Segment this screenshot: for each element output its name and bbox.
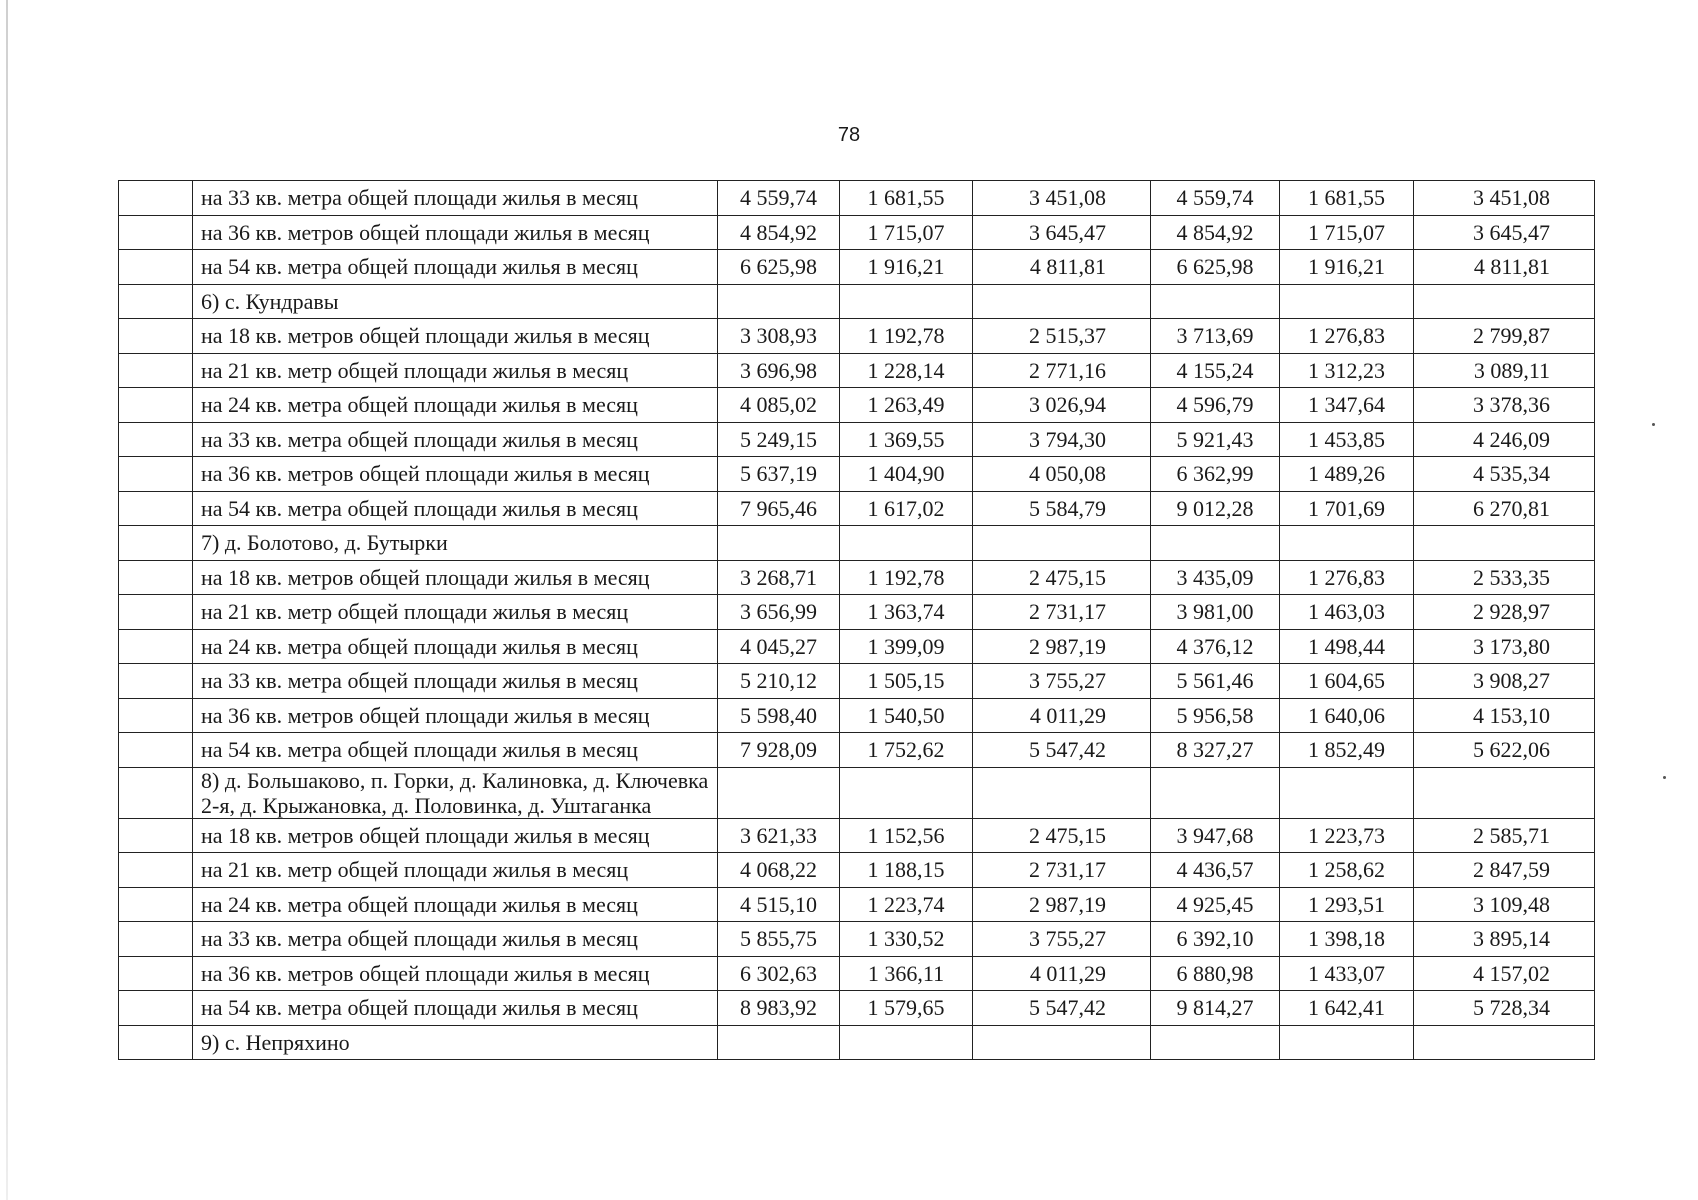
index-cell [119,818,193,853]
value-cell: 3 268,71 [718,560,840,595]
table-row [119,853,1595,888]
value-cell: 1 192,78 [840,560,973,595]
value-cell: 5 956,58 [1151,698,1280,733]
value-cell: 5 249,15 [718,422,840,457]
settlement-label: 6) с. Кундравы [193,284,718,319]
value-cell: 2 475,15 [973,560,1151,595]
value-cell: 1 276,83 [1280,560,1414,595]
value-cell: 4 045,27 [718,629,840,664]
index-cell [119,422,193,457]
value-cell: 4 153,10 [1414,698,1595,733]
value-cell: 5 584,79 [973,491,1151,526]
value-cell: 4 155,24 [1151,353,1280,388]
value-cell: 1 505,15 [840,664,973,699]
area-label: на 33 кв. метра общей площади жилья в месяц [193,422,718,457]
area-label: на 36 кв. метров общей площади жилья в месяц [193,215,718,250]
index-cell [119,698,193,733]
area-label: на 24 кв. метра общей площади жилья в месяц [193,887,718,922]
area-label: на 24 кв. метра общей площади жилья в месяц [193,629,718,664]
value-cell: 2 987,19 [973,629,1151,664]
value-cell: 2 799,87 [1414,319,1595,354]
index-cell [119,388,193,423]
value-cell [1280,1025,1414,1060]
value-cell: 1 540,50 [840,698,973,733]
value-cell: 3 713,69 [1151,319,1280,354]
value-cell [1414,1025,1595,1060]
table-row [119,991,1595,1026]
value-cell: 5 855,75 [718,922,840,957]
value-cell: 1 604,65 [1280,664,1414,699]
value-cell: 4 011,29 [973,956,1151,991]
value-cell: 1 852,49 [1280,733,1414,768]
value-cell: 8 983,92 [718,991,840,1026]
value-cell: 4 085,02 [718,388,840,423]
value-cell: 1 498,44 [1280,629,1414,664]
value-cell: 4 376,12 [1151,629,1280,664]
value-cell: 6 362,99 [1151,457,1280,492]
value-cell: 5 561,46 [1151,664,1280,699]
table-row [119,388,1595,423]
index-cell [119,664,193,699]
value-cell [973,284,1151,319]
value-cell: 1 433,07 [1280,956,1414,991]
value-cell: 4 436,57 [1151,853,1280,888]
value-cell: 4 854,92 [718,215,840,250]
area-label: на 36 кв. метров общей площади жилья в месяц [193,956,718,991]
table-row [119,922,1595,957]
value-cell: 1 701,69 [1280,491,1414,526]
value-cell: 4 559,74 [1151,181,1280,216]
value-cell: 5 547,42 [973,733,1151,768]
value-cell [1414,284,1595,319]
index-cell [119,457,193,492]
value-cell: 1 579,65 [840,991,973,1026]
value-cell: 1 363,74 [840,595,973,630]
area-label: на 33 кв. метра общей площади жилья в месяц [193,181,718,216]
table-row [119,215,1595,250]
value-cell: 2 731,17 [973,853,1151,888]
value-cell: 5 598,40 [718,698,840,733]
value-cell: 6 270,81 [1414,491,1595,526]
value-cell: 4 515,10 [718,887,840,922]
value-cell: 1 681,55 [1280,181,1414,216]
value-cell: 3 378,36 [1414,388,1595,423]
value-cell: 1 681,55 [840,181,973,216]
index-cell [119,956,193,991]
index-cell [119,853,193,888]
value-cell: 3 645,47 [973,215,1151,250]
value-cell: 1 715,07 [840,215,973,250]
settlement-label: 8) д. Большаково, п. Горки, д. Калиновка, д. Ключевка 2-я, д. Крыжановка, д. Половинка, д. Уштаганка [193,767,718,818]
value-cell: 1 228,14 [840,353,973,388]
index-cell [119,215,193,250]
value-cell: 6 625,98 [718,250,840,285]
value-cell [1151,526,1280,561]
value-cell: 4 535,34 [1414,457,1595,492]
value-cell: 3 451,08 [1414,181,1595,216]
value-cell [840,1025,973,1060]
value-cell: 4 011,29 [973,698,1151,733]
value-cell: 1 404,90 [840,457,973,492]
settlement-label: 9) с. Непряхино [193,1025,718,1060]
value-cell [973,767,1151,818]
index-cell [119,319,193,354]
value-cell: 3 755,27 [973,922,1151,957]
value-cell: 3 621,33 [718,818,840,853]
value-cell: 3 656,99 [718,595,840,630]
table-row [119,629,1595,664]
value-cell: 4 854,92 [1151,215,1280,250]
table-row [119,353,1595,388]
value-cell: 2 731,17 [973,595,1151,630]
value-cell: 2 475,15 [973,818,1151,853]
value-cell: 3 895,14 [1414,922,1595,957]
value-cell: 4 559,74 [718,181,840,216]
index-cell [119,284,193,319]
value-cell: 4 157,02 [1414,956,1595,991]
value-cell: 1 293,51 [1280,887,1414,922]
value-cell: 1 312,23 [1280,353,1414,388]
value-cell: 1 398,18 [1280,922,1414,957]
value-cell [1280,526,1414,561]
value-cell: 3 645,47 [1414,215,1595,250]
scan-edge [6,0,8,1200]
value-cell: 2 533,35 [1414,560,1595,595]
value-cell: 2 585,71 [1414,818,1595,853]
value-cell: 6 302,63 [718,956,840,991]
value-cell: 7 965,46 [718,491,840,526]
table-row [119,491,1595,526]
value-cell [973,526,1151,561]
area-label: на 54 кв. метра общей площади жилья в месяц [193,991,718,1026]
index-cell [119,991,193,1026]
index-cell [119,526,193,561]
value-cell: 2 515,37 [973,319,1151,354]
index-cell [119,733,193,768]
value-cell [840,767,973,818]
value-cell: 5 921,43 [1151,422,1280,457]
table-row [119,956,1595,991]
table-row [119,818,1595,853]
value-cell: 5 210,12 [718,664,840,699]
value-cell [718,526,840,561]
group-row [119,1025,1595,1060]
area-label: на 21 кв. метр общей площади жилья в месяц [193,595,718,630]
area-label: на 54 кв. метра общей площади жилья в месяц [193,250,718,285]
value-cell [1280,284,1414,319]
value-cell: 3 981,00 [1151,595,1280,630]
value-cell [840,526,973,561]
index-cell [119,491,193,526]
value-cell: 6 625,98 [1151,250,1280,285]
table-row [119,422,1595,457]
table-body [119,181,1595,1060]
group-row [119,284,1595,319]
index-cell [119,250,193,285]
page-number: 78 [837,124,861,146]
value-cell: 1 489,26 [1280,457,1414,492]
value-cell: 8 327,27 [1151,733,1280,768]
scan-speck [1663,776,1666,779]
value-cell: 3 755,27 [973,664,1151,699]
area-label: на 18 кв. метров общей площади жилья в месяц [193,560,718,595]
value-cell [1414,526,1595,561]
area-label: на 54 кв. метра общей площади жилья в месяц [193,491,718,526]
area-label: на 21 кв. метр общей площади жилья в месяц [193,353,718,388]
value-cell: 1 152,56 [840,818,973,853]
value-cell: 1 369,55 [840,422,973,457]
value-cell: 3 947,68 [1151,818,1280,853]
value-cell: 4 811,81 [1414,250,1595,285]
value-cell: 7 928,09 [718,733,840,768]
table-row [119,319,1595,354]
value-cell: 2 771,16 [973,353,1151,388]
index-cell [119,560,193,595]
value-cell [1151,284,1280,319]
value-cell: 1 276,83 [1280,319,1414,354]
table-row [119,698,1595,733]
index-cell [119,629,193,664]
value-cell: 9 814,27 [1151,991,1280,1026]
value-cell: 2 847,59 [1414,853,1595,888]
table-row [119,887,1595,922]
value-cell: 3 026,94 [973,388,1151,423]
tariff-table [118,180,1595,1060]
area-label: на 21 кв. метр общей площади жилья в месяц [193,853,718,888]
value-cell [973,1025,1151,1060]
value-cell: 1 752,62 [840,733,973,768]
value-cell: 6 392,10 [1151,922,1280,957]
value-cell: 1 916,21 [840,250,973,285]
value-cell: 3 173,80 [1414,629,1595,664]
value-cell: 3 089,11 [1414,353,1595,388]
value-cell: 1 223,73 [1280,818,1414,853]
value-cell: 4 050,08 [973,457,1151,492]
value-cell: 1 366,11 [840,956,973,991]
value-cell: 1 258,62 [1280,853,1414,888]
index-cell [119,181,193,216]
value-cell: 3 308,93 [718,319,840,354]
value-cell [1151,1025,1280,1060]
index-cell [119,767,193,818]
value-cell: 1 463,03 [1280,595,1414,630]
table-row [119,250,1595,285]
settlement-label: 7) д. Болотово, д. Бутырки [193,526,718,561]
value-cell: 1 347,64 [1280,388,1414,423]
index-cell [119,353,193,388]
value-cell: 4 811,81 [973,250,1151,285]
value-cell [718,1025,840,1060]
value-cell: 2 928,97 [1414,595,1595,630]
area-label: на 18 кв. метров общей площади жилья в месяц [193,319,718,354]
value-cell: 6 880,98 [1151,956,1280,991]
value-cell: 3 794,30 [973,422,1151,457]
value-cell: 1 715,07 [1280,215,1414,250]
table-row [119,595,1595,630]
value-cell: 4 925,45 [1151,887,1280,922]
group-row [119,767,1595,818]
scan-speck [1652,423,1655,426]
value-cell: 4 068,22 [718,853,840,888]
value-cell: 5 547,42 [973,991,1151,1026]
index-cell [119,922,193,957]
index-cell [119,1025,193,1060]
value-cell: 1 188,15 [840,853,973,888]
value-cell [718,284,840,319]
table-row [119,733,1595,768]
value-cell: 5 622,06 [1414,733,1595,768]
area-label: на 36 кв. метров общей площади жилья в месяц [193,457,718,492]
area-label: на 33 кв. метра общей площади жилья в месяц [193,664,718,699]
group-row [119,526,1595,561]
value-cell: 3 451,08 [973,181,1151,216]
area-label: на 24 кв. метра общей площади жилья в месяц [193,388,718,423]
value-cell: 1 617,02 [840,491,973,526]
value-cell: 9 012,28 [1151,491,1280,526]
value-cell: 1 453,85 [1280,422,1414,457]
value-cell: 1 642,41 [1280,991,1414,1026]
value-cell: 4 596,79 [1151,388,1280,423]
value-cell: 1 263,49 [840,388,973,423]
value-cell: 1 640,06 [1280,698,1414,733]
value-cell: 3 908,27 [1414,664,1595,699]
value-cell [718,767,840,818]
value-cell: 1 399,09 [840,629,973,664]
value-cell: 3 109,48 [1414,887,1595,922]
area-label: на 54 кв. метра общей площади жилья в месяц [193,733,718,768]
area-label: на 36 кв. метров общей площади жилья в месяц [193,698,718,733]
table-row [119,457,1595,492]
value-cell: 4 246,09 [1414,422,1595,457]
value-cell: 5 637,19 [718,457,840,492]
table-row [119,560,1595,595]
value-cell: 1 223,74 [840,887,973,922]
area-label: на 18 кв. метров общей площади жилья в месяц [193,818,718,853]
value-cell: 3 696,98 [718,353,840,388]
value-cell: 5 728,34 [1414,991,1595,1026]
value-cell [1280,767,1414,818]
area-label: на 33 кв. метра общей площади жилья в месяц [193,922,718,957]
value-cell: 1 916,21 [1280,250,1414,285]
value-cell: 1 330,52 [840,922,973,957]
index-cell [119,887,193,922]
value-cell [1151,767,1280,818]
index-cell [119,595,193,630]
value-cell: 3 435,09 [1151,560,1280,595]
value-cell [1414,767,1595,818]
value-cell [840,284,973,319]
value-cell: 2 987,19 [973,887,1151,922]
table-row [119,181,1595,216]
table-row [119,664,1595,699]
value-cell: 1 192,78 [840,319,973,354]
